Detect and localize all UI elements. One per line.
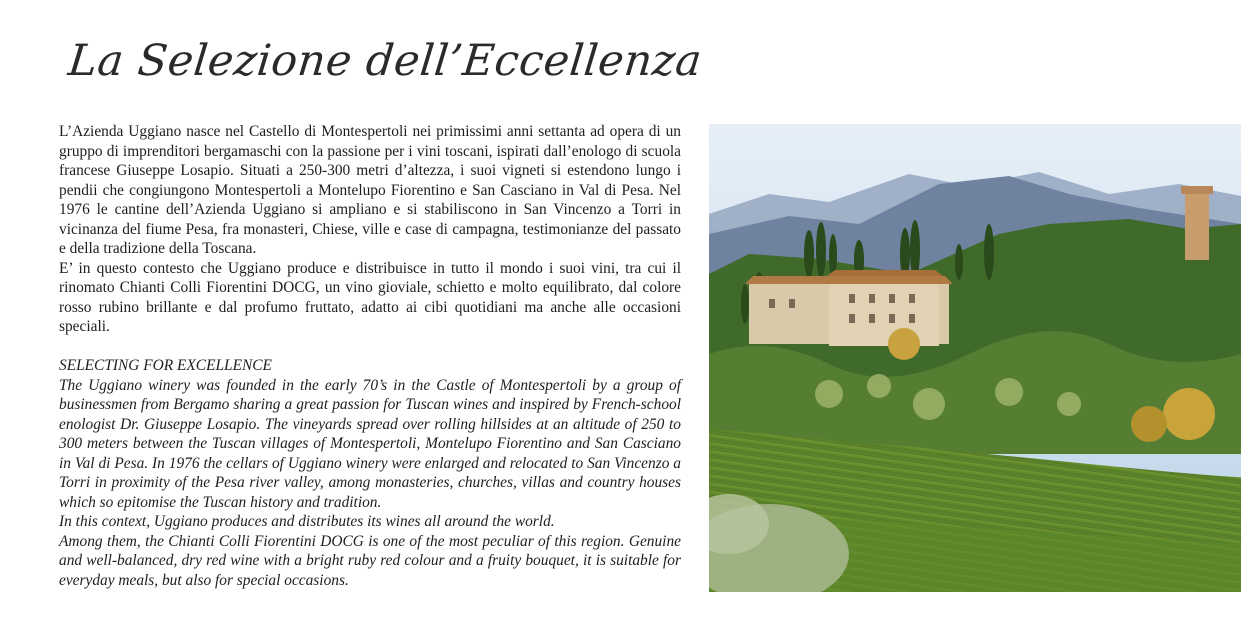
italian-paragraph-2: E’ in questo contesto che Uggiano produce e distribuisce in tutto il mondo i suoi vini, tra cui il rinomato Chianti Colli Fiorentini DOCG, un vino gioviale, schietto e molto equilibrato, dal colore rosso rubino brillante e dal profumo fruttato, adatto ai cibi quotidiani ma anche alle occasioni speciali. xyxy=(59,259,681,335)
villa xyxy=(745,270,953,346)
tuscan-landscape-photo xyxy=(709,124,1241,592)
english-heading: SELECTING FOR EXCELLENCE xyxy=(59,357,272,374)
english-paragraph-2: In this context, Uggiano produces and distributes its wines all around the world. xyxy=(59,513,555,530)
english-paragraph-3: Among them, the Chianti Colli Fiorentini DOCG is one of the most peculiar of this region. Genuine and well-balanced, dry red wine with a bright ruby red colour and a fruity bouquet, it is suitable for everyday meals, but also for special occasions. xyxy=(59,532,681,589)
landscape-illustration xyxy=(709,124,1241,592)
italian-paragraph-1: L’Azienda Uggiano nasce nel Castello di Montespertoli nei primissimi anni settanta ad opera di un gruppo di imprenditori bergamaschi con la passione per i vini toscani, ispirati dall’enologo di scuola francese Giuseppe Losapio. Situati a 250-300 metri d’altezza, i suoi vigneti si estendono lungo i pendii che congiungono Montespertoli a Montelupo Fiorentino e San Casciano in Val di Pesa. Nel 1976 le cantine dell’Azienda Uggiano si ampliano e si stabiliscono in San Vincenzo a Torri in vicinanza del fiume Pesa, fra monasteri, Chiese, ville e case di campagna, testimonianze del passato e della tradizione della Toscana. xyxy=(59,123,681,257)
page-title: La Selezione dell’Eccellenza xyxy=(66,36,705,86)
castle-tower xyxy=(1181,186,1213,260)
english-paragraph-1: The Uggiano winery was founded in the early 70’s in the Castle of Montespertoli by a group of businessmen from Bergamo sharing a great passion for Tuscan wines and inspired by French-school enologist Dr. Giuseppe Losapio. The vineyards spread over rolling hillsides at an altitude of 250 to 300 meters between the Tuscan villages of Montespertoli, Montelupo Fiorentino and San Casciano in Val di Pesa. In 1976 the cellars of Uggiano winery were enlarged and relocated to San Vincenzo a Torri in proximity of the Pesa river valley, among monasteries, churches, villas and country houses which so epitomise the Tuscan history and tradition. xyxy=(59,376,681,511)
text-column xyxy=(59,122,681,590)
